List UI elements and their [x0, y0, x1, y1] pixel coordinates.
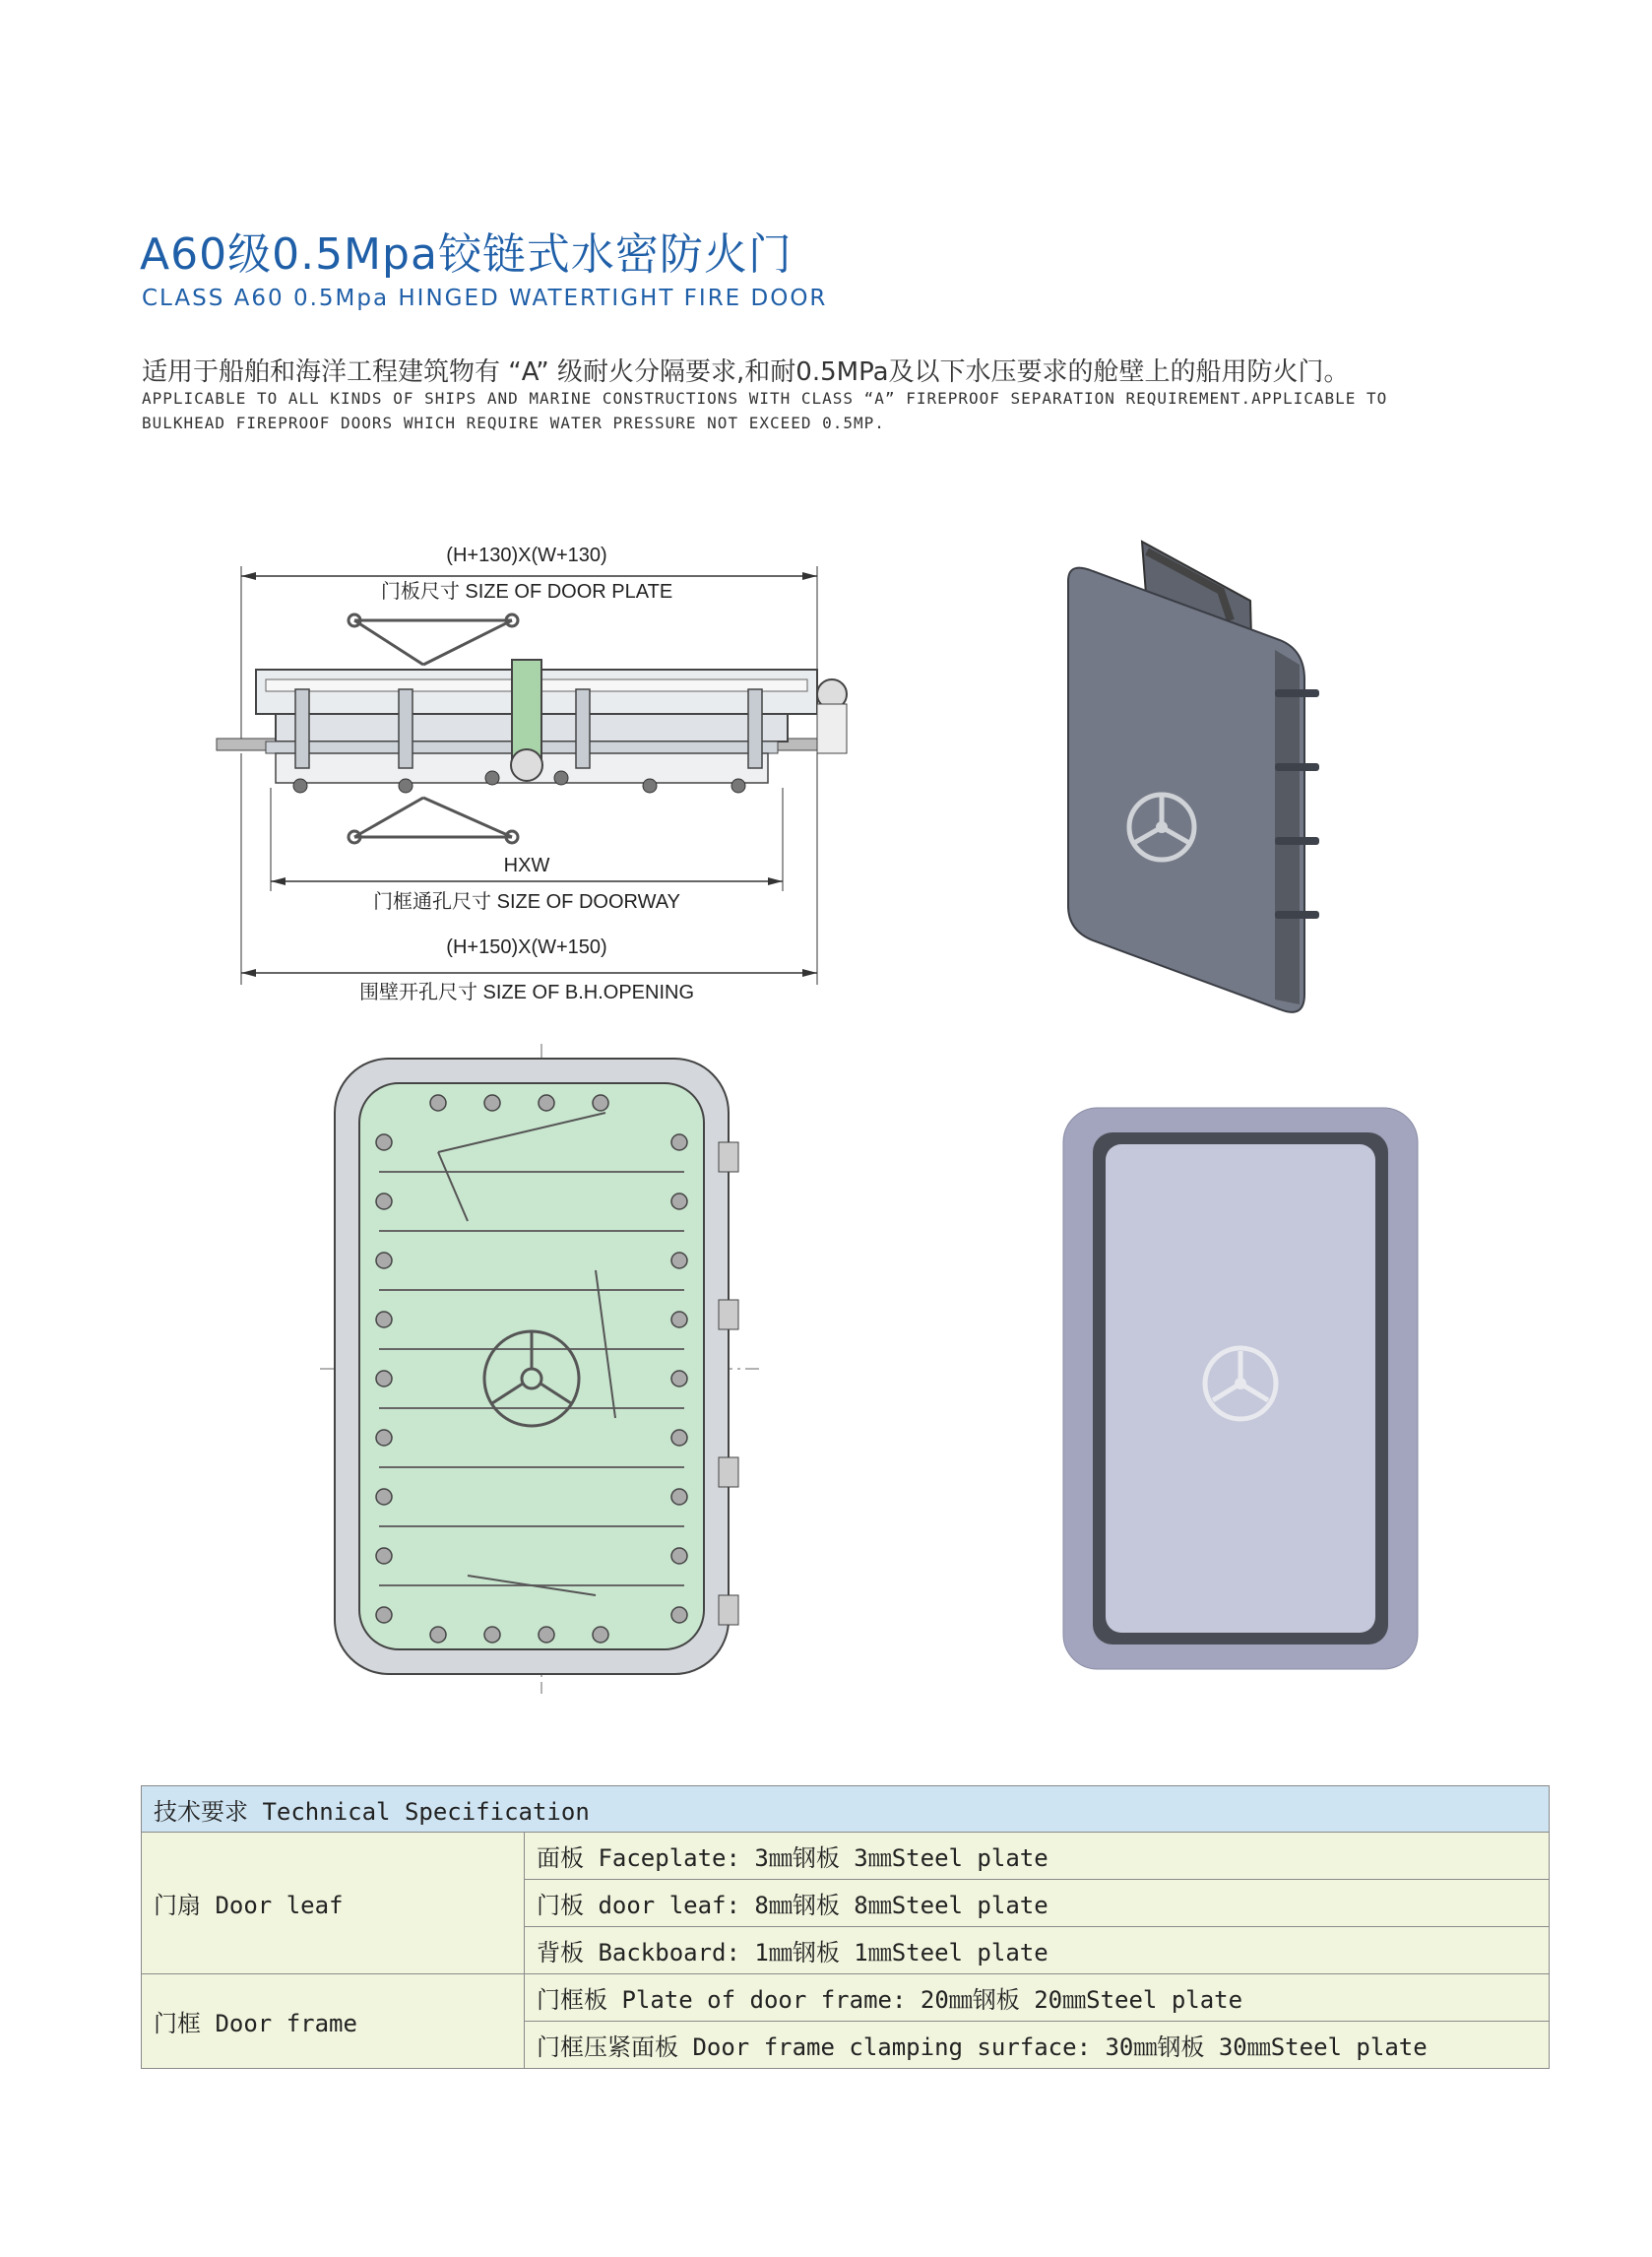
- description-en-line1: APPLICABLE TO ALL KINDS OF SHIPS AND MARINE CONSTRUCTIONS WITH CLASS “A” FIREPROOF SEPARATION REQUIREMENT.APPLICABLE TO: [142, 389, 1388, 408]
- dim-opening: (H+150)X(W+150): [446, 936, 607, 958]
- page-title: A60级0.5Mpa铰链式水密防火门: [140, 229, 793, 280]
- door-3d-view: [1053, 522, 1388, 1024]
- spec-row: 门框压紧面板 Door frame clamping surface: 30㎜钢板 30㎜Steel plate: [525, 2022, 1550, 2069]
- description-cn: 适用于船舶和海洋工程建筑物有 “A” 级耐火分隔要求,和耐0.5MPa及以下水压要求的舱壁上的船用防火门。: [142, 357, 1350, 387]
- spec-row: 背板 Backboard: 1㎜钢板 1㎜Steel plate: [525, 1927, 1550, 1974]
- group-door-leaf: 门扇 Door leaf: [142, 1833, 525, 1974]
- description-en-line2: BULKHEAD FIREPROOF DOORS WHICH REQUIRE WATER PRESSURE NOT EXCEED 0.5MP.: [142, 414, 885, 432]
- spec-row: 面板 Faceplate: 3㎜钢板 3㎜Steel plate: [525, 1833, 1550, 1880]
- spec-row: 门板 door leaf: 8㎜钢板 8㎜Steel plate: [525, 1880, 1550, 1927]
- dim-doorway: HXW: [503, 855, 550, 876]
- upper-handle-icon: [349, 614, 518, 665]
- group-door-frame: 门框 Door frame: [142, 1974, 525, 2069]
- spec-table: [141, 1785, 1550, 2069]
- section-drawing: [187, 532, 876, 1004]
- spec-row: 门框板 Plate of door frame: 20㎜钢板 20㎜Steel plate: [525, 1974, 1550, 2022]
- spec-table-header: 技术要求 Technical Specification: [142, 1786, 1550, 1833]
- label-opening: 围壁开孔尺寸 SIZE OF B.H.OPENING: [358, 982, 695, 1003]
- door-front-view: [1058, 1103, 1423, 1674]
- dim-plate: (H+130)X(W+130): [446, 545, 607, 566]
- label-plate: 门板尺寸 SIZE OF DOOR PLATE: [380, 581, 673, 603]
- label-doorway: 门框通孔尺寸 SIZE OF DOORWAY: [373, 891, 680, 913]
- page-subtitle: CLASS A60 0.5Mpa HINGED WATERTIGHT FIRE DOOR: [142, 286, 828, 311]
- lower-handle-icon: [349, 798, 518, 843]
- door-plan-view: [320, 1044, 763, 1694]
